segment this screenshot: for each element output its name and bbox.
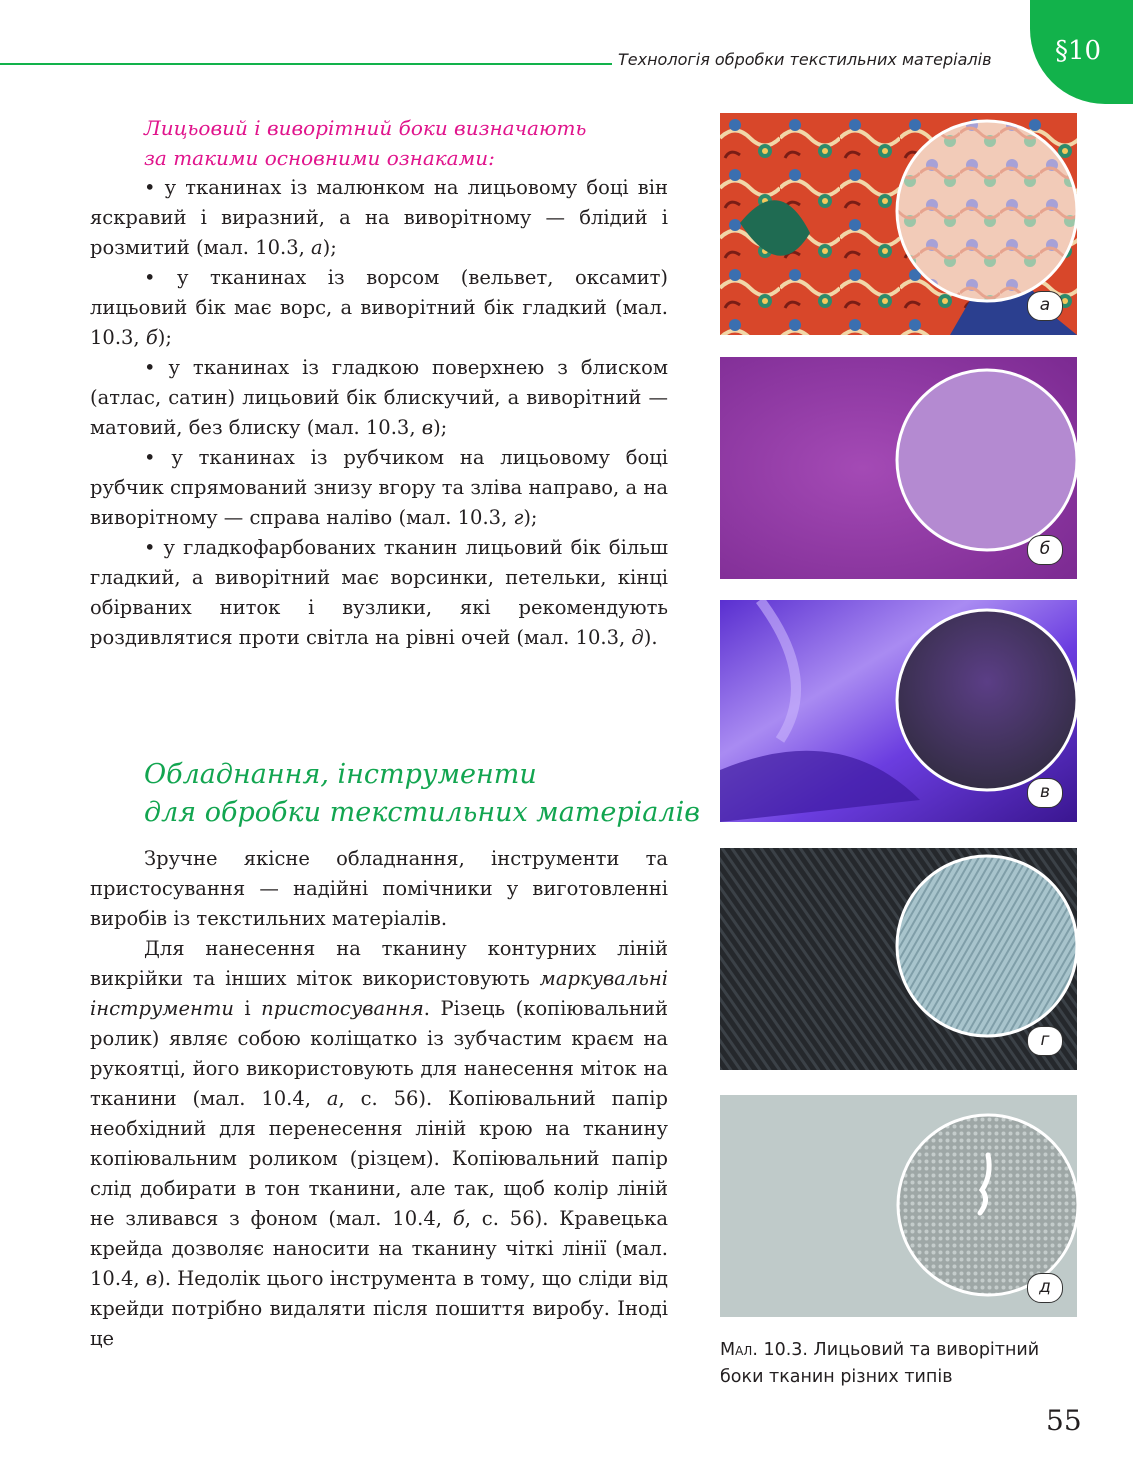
lead-line-1: Лицьовий і виворітний боки визначають — [144, 116, 587, 140]
lead-line-2: за такими основними ознаками: — [144, 146, 495, 170]
bullet-item: • у тканинах із ворсом (вельвет, оксамит) лицьовий бік має ворс, а виворітний бік гладкий (мал. 10.3, б); — [90, 266, 668, 349]
section-heading-line-2: для обробки текстильних матеріалів — [144, 797, 700, 828]
figure-tag-h: г — [1027, 1026, 1063, 1056]
section-number: §10 — [1055, 36, 1102, 66]
figure-tag-a: а — [1027, 291, 1063, 321]
section-heading — [144, 756, 700, 832]
body-text — [90, 844, 668, 1354]
figure-tag-v: в — [1027, 778, 1063, 808]
bullet-item: • у гладкофарбованих тканин лицьовий бік більш гладкий, а виворітний має ворсинки, петельки, кінці обірваних ниток і вузлики, які рекомендують роздивлятися проти світла на рівні очей (мал. 10.3, д). — [90, 536, 668, 649]
paragraph-1: Зручне якісне обладнання, інструменти та пристосування — надійні помічники у виготовленні виробів із текстильних матеріалів. — [90, 847, 668, 930]
lead-heading — [144, 113, 586, 173]
bullet-item: • у тканинах із гладкою поверхнею з блиском (атлас, сатин) лицьовий бік блискучий, а виворітний — матовий, без блиску (мал. 10.3, в); — [90, 356, 668, 439]
caption-text: Лицьовий та виворітний боки тканин різних типів — [720, 1340, 1040, 1387]
bullet-item: • у тканинах із малюнком на лицьовому боці він яскравий і виразний, а на виворітному — блідий і розмитий (мал. 10.3, а); — [90, 176, 668, 259]
section-heading-line-1: Обладнання, інструменти — [144, 759, 537, 790]
paragraph-2: Для нанесення на тканину контурних ліній викрійки та інших міток використовують маркувальні інструменти і пристосування. Різець (копіювальний ролик) являє собою коліщатко із зубчастим краєм на рукоятці, його використовують для нанесення міток на тканини (мал. 10.4, а, с. 56). Копіювальний папір необхідний для перенесення ліній крою на тканину копіювальним роликом (різцем). Копіювальний папір слід добирати в тон тканини, але так, щоб колір ліній не зливався з фоном (мал. 10.4, б, с. 56). Кравецька крейда дозволяє наносити на тканину чіткі лінії (мал. 10.4, в). Недолік цього інструмента в тому, що сліди від крейди потрібно видаляти після пошиття виробу. Іноді це — [90, 937, 668, 1350]
page-number: 55 — [1046, 1404, 1082, 1437]
figure-caption — [720, 1337, 1080, 1391]
fabric-photo-a — [720, 113, 1077, 335]
header-rule — [0, 63, 612, 65]
figure-tag-d: д — [1027, 1273, 1063, 1303]
bullet-list — [90, 173, 668, 653]
fabric-photo-v — [720, 600, 1077, 822]
figure-tag-b: б — [1027, 535, 1063, 565]
fabric-photo-h — [720, 848, 1077, 1070]
bullet-item: • у тканинах із рубчиком на лицьовому боці рубчик спрямований знизу вгору та зліва направо, а на виворітному — справа наліво (мал. 10.3, г); — [90, 446, 668, 529]
running-title: Технологія обробки текстильних матеріалів — [618, 50, 992, 69]
fabric-photo-b — [720, 357, 1077, 579]
fabric-photo-d — [720, 1095, 1077, 1317]
caption-label: Мал. 10.3. — [720, 1340, 808, 1360]
